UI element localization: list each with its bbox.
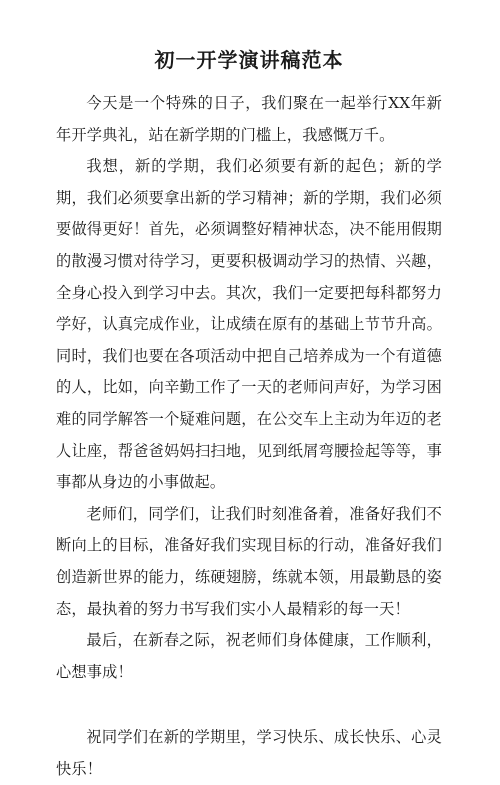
paragraph-closing: 祝同学们在新的学期里，学习快乐、成长快乐、心灵快乐！ <box>56 728 442 778</box>
paragraph-opening: 今天是一个特殊的日子，我们聚在一起举行XX年新年开学典礼，站在新学期的门槛上，我感慨万千。 <box>56 94 442 144</box>
paragraph-body: 我想，新的学期，我们必须要有新的起色；新的学期，我们必须要拿出新的学习精神；新的学期，我们必须要做得更好！首先，必须调整好精神状态，决不能用假期的散漫习惯对待学习，更要积极调动学习的热情、兴趣，全身心投入到学习中去。其次，我们一定要把每科都努力学好，认真完成作业，让成绩在原有的基础上节节升高。同时，我们也要在各项活动中把自己培养成为一个有道德的人，比如，向辛勤工作了一天的老师问声好，为学习困难的同学解答一个疑难问题，在公交车上主动为年迈的老人让座，帮爸爸妈妈扫扫地，见到纸屑弯腰捡起等等，事事都从身边的小事做起。 <box>56 157 442 492</box>
document-title: 初一开学演讲稿范本 <box>154 48 344 72</box>
spacer <box>56 688 442 722</box>
paragraph-call-to-action: 老师们，同学们，让我们时刻准备着，准备好我们不断向上的目标，准备好我们实现目标的行动，准备好我们创造新世界的能力，练硬翅膀，练就本领，用最勤恳的姿态，最执着的努力书写我们实小人最精彩的每一天！ <box>56 504 442 618</box>
paragraph-wishes: 最后，在新春之际，祝老师们身体健康，工作顺利，心想事成！ <box>56 631 442 681</box>
